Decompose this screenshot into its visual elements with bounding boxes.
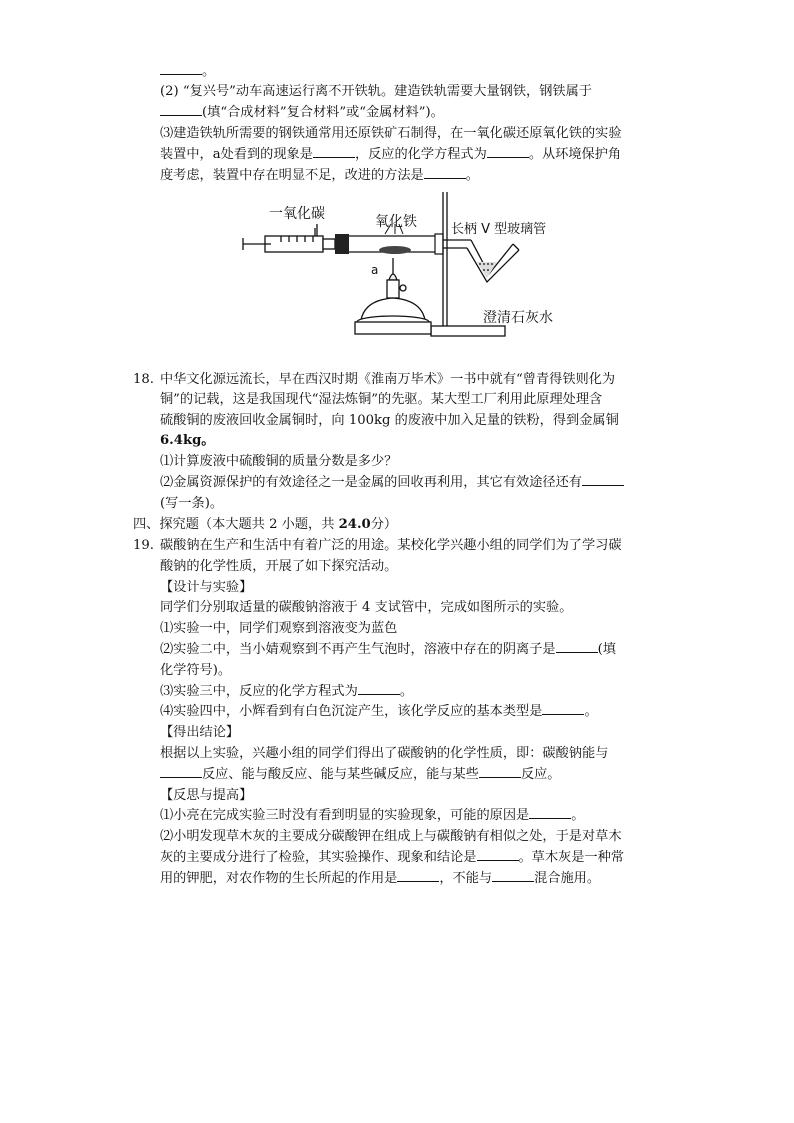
- q19-exp2-line2: 化学符号)。: [160, 663, 232, 678]
- q17-part2-line2: (填“合成材料”复合材料”或“金属材料”)。: [160, 103, 444, 123]
- q19-conclusion-line1: 根据以上实验，兴趣小组的同学们得出了碳酸钠的化学性质，即：碳酸钠能与: [160, 746, 609, 761]
- answer-blank[interactable]: [358, 682, 400, 695]
- q19-exp4: ⑷实验四中，小辉看到有白色沉淀产生，该化学反应的基本类型是 。: [160, 704, 598, 719]
- answer-blank[interactable]: [556, 640, 598, 653]
- q19-reflect2-line3: 用的钾肥，对农作物的生长所起的作用是 ，不能与 混合施用。: [160, 871, 601, 886]
- label-v-tube: 长柄 V 型玻璃管: [451, 222, 547, 237]
- answer-blank[interactable]: [160, 103, 202, 116]
- answer-blank[interactable]: [479, 765, 521, 778]
- q17-part3-line1: ⑶建造铁轨所需要的钢铁通常用还原铁矿石制得，在一氧化碳还原氧化铁的实验: [160, 126, 622, 141]
- q17-part3-line3: 度考虑，装置中存在明显不足，改进的方法是 。: [160, 168, 479, 183]
- rubber-stopper: [335, 234, 349, 254]
- syringe-icon: [243, 224, 335, 252]
- heading-conclusion: 【得出结论】: [160, 725, 240, 740]
- answer-blank[interactable]: [487, 145, 529, 158]
- q18-line2: 铜”的记载，这是我国现代“湿法炼铜”的先驱。某大型工厂利用此原理处理含: [160, 392, 603, 407]
- q18-number: 18.: [133, 372, 154, 387]
- answer-blank[interactable]: [160, 765, 202, 778]
- q19-reflect1: ⑴小亮在完成实验三时没有看到明显的实验现象，可能的原因是 。: [160, 808, 585, 823]
- alcohol-lamp-icon: [355, 258, 431, 334]
- answer-blank[interactable]: [542, 702, 584, 715]
- q19-exp2: ⑵实验二中，当小婧观察到不再产生气泡时，溶液中存在的阴离子是 (填: [160, 642, 616, 657]
- label-carbon-monoxide: 一氧化碳: [269, 206, 325, 222]
- label-iron-oxide: 氧化铁: [375, 214, 417, 230]
- v-shaped-glass-tube: [449, 240, 519, 282]
- q19-reflect2-line1: ⑵小明发现草木灰的主要成分碳酸钾在组成上与碳酸钠有相似之处，于是对草木: [160, 829, 622, 844]
- q17-part2-line1: (2) “复兴号”动车高速运行离不开铁轨。建造铁轨需要大量钢铁，钢铁属于: [160, 84, 592, 99]
- q19-exp3: ⑶实验三中，反应的化学方程式为 。: [160, 684, 413, 699]
- q18-part2: ⑵金属资源保护的有效途径之一是金属的回收再利用，其它有效途径还有: [160, 473, 624, 493]
- q18-part2-line2: (写一条)。: [160, 496, 224, 511]
- q19-exp1: ⑴实验一中，同学们观察到溶液变为蓝色: [160, 621, 398, 636]
- section-title: 四、探究题（本大题共 2 小题，共 24.0分）: [133, 517, 398, 532]
- answer-blank[interactable]: [529, 806, 571, 819]
- q19-line1: 碳酸钠在生产和生活中有着广泛的用途。某校化学兴趣小组的同学们为了学习碳: [160, 538, 622, 553]
- answer-blank[interactable]: [582, 473, 624, 486]
- co-reduction-apparatus-diagram: [235, 188, 565, 348]
- answer-blank[interactable]: [313, 145, 355, 158]
- q18-line3: 硫酸铜的废液回收金属铜时，向 100kg 的废液中加入足量的铁粉，得到金属铜: [160, 413, 619, 428]
- q19-desc: 同学们分别取适量的碳酸钠溶液于 4 支试管中，完成如图所示的实验。: [160, 600, 573, 615]
- answer-blank[interactable]: [477, 848, 519, 861]
- clamp: [435, 234, 443, 254]
- q17-part3-line2: 装置中，a处看到的现象是 ，反应的化学方程式为 。从环境保护角: [160, 147, 622, 162]
- q18-line1: 中华文化源远流长，早在西汉时期《淮南万毕术》一书中就有“曾青得铁则化为: [160, 372, 616, 387]
- answer-blank[interactable]: [424, 166, 466, 179]
- q19-number: 19.: [133, 538, 154, 553]
- q19-line2: 酸钠的化学性质，开展了如下探究活动。: [160, 559, 398, 574]
- q19-reflect2-line2: 灰的主要成分进行了检验，其实验操作、现象和结论是 。草木灰是一种常: [160, 850, 624, 865]
- q19-conclusion-line2: 反应、能与酸反应、能与某些碱反应，能与某些 反应。: [160, 765, 561, 785]
- heading-design: 【设计与实验】: [160, 580, 253, 595]
- answer-blank[interactable]: [160, 62, 202, 75]
- heading-reflection: 【反思与提高】: [160, 788, 253, 803]
- iron-oxide-powder: [379, 246, 411, 254]
- label-a: a: [371, 263, 379, 277]
- q18-line4: 6.4kg。: [160, 433, 215, 448]
- q17-line0: 。: [160, 62, 215, 82]
- q18-part1: ⑴计算废液中硫酸铜的质量分数是多少？: [160, 454, 398, 469]
- answer-blank[interactable]: [492, 869, 534, 882]
- label-limewater: 澄清石灰水: [483, 310, 553, 326]
- answer-blank[interactable]: [397, 869, 439, 882]
